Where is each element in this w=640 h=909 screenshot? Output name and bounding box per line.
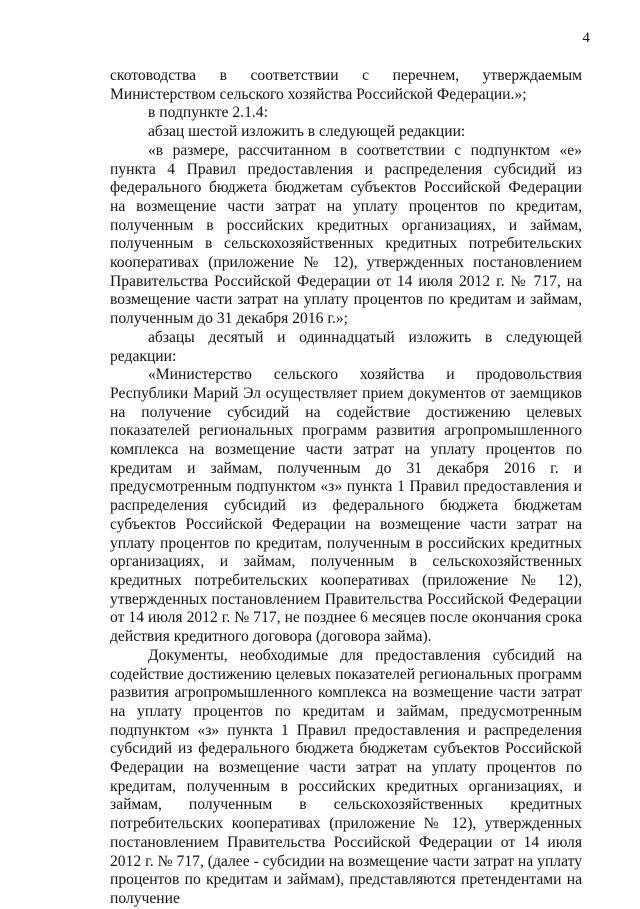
document-body bbox=[110, 67, 582, 909]
page-number: 4 bbox=[582, 30, 590, 46]
paragraph: «Министерство сельского хозяйства и продовольствия Республики Марий Эл осуществляет прием документов от заемщиков на получение субсидий на содействие достижению целевых показателей региональных программ развития агропромышленного комплекса на возмещение части затрат на уплату процентов по кредитам и займам, полученным до 31 декабря 2016 г. и предусмотренным подпунктом «з» пункта 1 Правил предоставления и распределения субсидий из федерального бюджета бюджетам субъектов Российской Федерации на возмещение части затрат на уплату процентов по кредитам, полученным в российских кредитных организациях, и займам, полученным в сельскохозяйственных кредитных потребительских кооперативах (приложение № 12), утвержденных постановлением Правительства Российской Федерации от 14 июля 2012 г. № 717, не позднее 6 месяцев после окончания срока действия кредитного договора (договора займа). bbox=[110, 366, 582, 646]
paragraph: абзац шестой изложить в следующей редакции: bbox=[148, 123, 466, 141]
paragraph: в подпункте 2.1.4: bbox=[148, 104, 268, 122]
paragraph: скотоводства в соответствии с перечнем, утверждаемым Министерством сельского хозяйства Российской Федерации.»; bbox=[110, 67, 582, 103]
paragraph: Документы, необходимые для предоставления субсидий на содействие достижению целевых показателей региональных программ развития агропромышленного комплекса на возмещение части затрат на уплату процентов по кредитам и займам, предусмотренным подпунктом «з» пункта 1 Правил предоставления и распределения субсидий из федерального бюджета бюджетам субъектов Российской Федерации на возмещение части затрат на уплату процентов по кредитам, полученным в российских кредитных организациях, и займам, полученным в сельскохозяйственных кредитных потребительских кооперативах (приложение № 12), утвержденных постановлением Правительства Российской Федерации от 14 июля 2012 г. № 717, (далее - субсидии на возмещение части затрат на уплату процентов по кредитам и займам), представляются претендентами на получение bbox=[110, 646, 582, 907]
paragraph: абзацы десятый и одиннадцатый изложить в следующей редакции: bbox=[110, 328, 582, 365]
paragraph: «в размере, рассчитанном в соответствии с подпунктом «е» пункта 4 Правил предоставления и распределения субсидий из федерального бюджета бюджетам субъектов Российской Федерации на возмещение части затрат на уплату процентов по кредитам, полученным в российских кредитных организациях, и займам, полученным в сельскохозяйственных кредитных потребительских кооперативах (приложение № 12), утвержденных постановлением Правительства Российской Федерации от 14 июля 2012 г. № 717, на возмещение части затрат на уплату процентов по кредитам и займам, полученным до 31 декабря 2016 г.»; bbox=[110, 141, 582, 328]
